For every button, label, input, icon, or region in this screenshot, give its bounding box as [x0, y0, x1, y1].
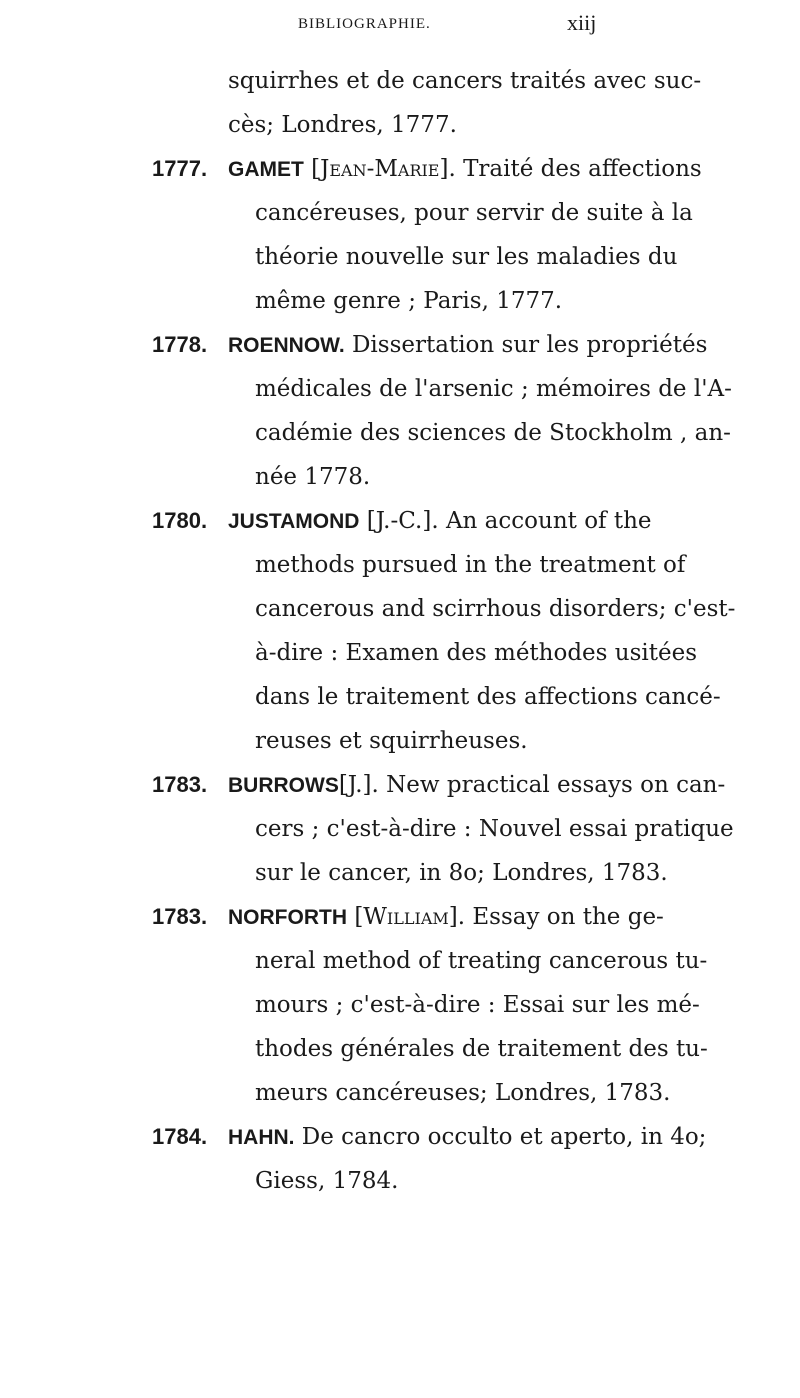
author-forename: [William]. [354, 904, 466, 930]
author-name: JUSTAMOND [228, 510, 360, 533]
line-text: cers ; c'est-à-dire : Nouvel essai pratique [255, 816, 734, 842]
line-text: Essay on the ge- [465, 904, 664, 930]
line-text: cès; Londres, 1777. [228, 112, 457, 138]
line-text: théorie nouvelle sur les maladies du [255, 244, 678, 270]
entry-head [228, 1118, 706, 1157]
line-text: cancerous and scirrhous disorders; c'est- [255, 596, 736, 622]
author-name: NORFORTH [228, 906, 347, 929]
line-text: reuses et squirrheuses. [255, 728, 528, 754]
line-text: à-dire : Examen des méthodes usitées [255, 640, 698, 666]
line-text: née 1778. [255, 464, 371, 490]
line-text: Giess, 1784. [255, 1168, 399, 1194]
line-text: sur le cancer, in 8o; Londres, 1783. [255, 860, 668, 886]
entry-year: 1784. [152, 1124, 208, 1149]
author-name: GAMET [228, 158, 304, 181]
line-text: neral method of treating cancerous tu- [255, 948, 708, 974]
line-text: dans le traitement des affections cancé- [255, 684, 721, 710]
line-text: Traité des affections [455, 156, 702, 182]
entry-year: 1783. [152, 772, 208, 797]
entry-year: 1783. [152, 904, 208, 929]
line-text: cancéreuses, pour servir de suite à la [255, 200, 693, 226]
entry-head [228, 766, 725, 805]
author-name: ROENNOW. [228, 334, 345, 357]
line-text: squirrhes et de cancers traités avec suc- [228, 68, 702, 94]
author-name: HAHN. [228, 1126, 295, 1149]
author-forename: [J.]. [338, 772, 379, 798]
line-text: même genre ; Paris, 1777. [255, 288, 563, 314]
entry-head [228, 898, 664, 937]
line-text: thodes générales de traitement des tu- [255, 1036, 708, 1062]
line-text: cadémie des sciences de Stockholm , an- [255, 420, 731, 446]
author-forename: [Jean-Marie]. [311, 156, 456, 182]
page-header [0, 10, 800, 40]
line-text: New practical essays on can- [378, 772, 726, 798]
page-number: xiij [567, 10, 597, 35]
entry-year: 1780. [152, 508, 208, 533]
author-forename: [J.-C.]. [366, 508, 439, 534]
running-title: BIBLIOGRAPHIE. [298, 16, 431, 32]
entry-head [228, 326, 707, 365]
line-text: meurs cancéreuses; Londres, 1783. [255, 1080, 671, 1106]
entry-head [228, 150, 702, 189]
line-text: médicales de l'arsenic ; mémoires de l'A- [255, 376, 732, 402]
entry-year: 1777. [152, 156, 208, 181]
line-text: An account of the [438, 508, 652, 534]
entry-year: 1778. [152, 332, 208, 357]
line-text: De cancro occulto et aperto, in 4o; [294, 1124, 707, 1150]
author-name: BURROWS [228, 774, 339, 797]
line-text: methods pursued in the treatment of [255, 552, 686, 578]
line-text: mours ; c'est-à-dire : Essai sur les mé- [255, 992, 700, 1018]
line-text: Dissertation sur les propriétés [344, 332, 708, 358]
entry-head [228, 502, 652, 541]
